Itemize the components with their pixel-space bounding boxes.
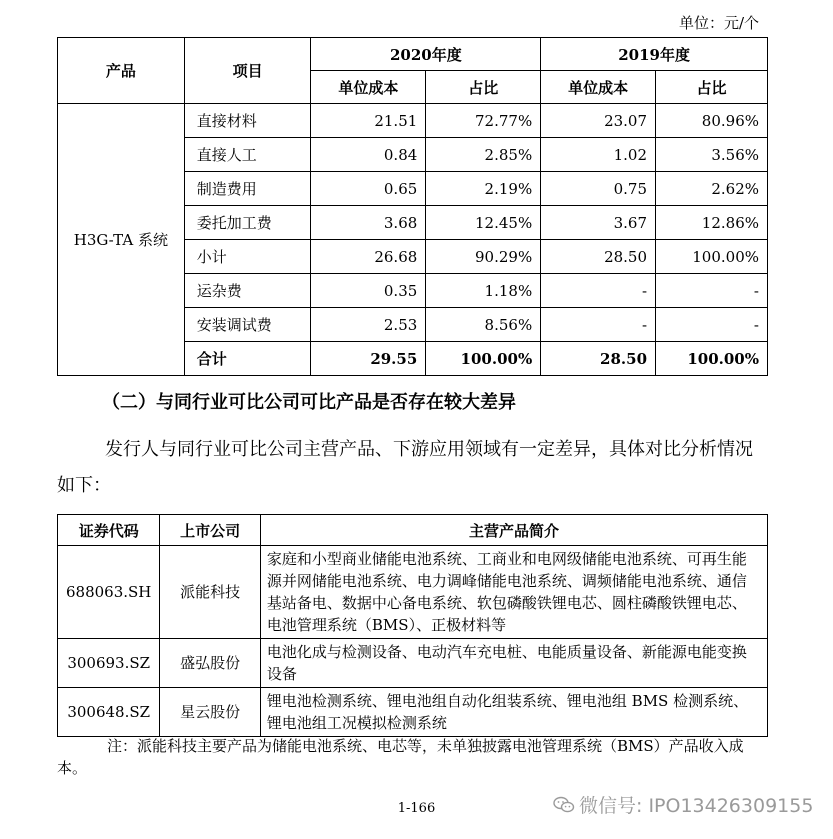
cost-2020: 0.65 — [311, 172, 426, 206]
ratio-2020: 72.77% — [426, 104, 541, 138]
unit-label: 单位：元/个 — [678, 14, 759, 32]
ratio-2020: 90.29% — [426, 240, 541, 274]
header-code: 证券代码 — [58, 515, 160, 546]
watermark-text: 微信号: IPO13426309155 — [579, 795, 814, 817]
item-name: 委托加工费 — [184, 206, 311, 240]
table-row — [58, 546, 768, 639]
product-description: 电池化成与检测设备、电动汽车充电桩、电能质量设备、新能源电能变换设备 — [260, 639, 767, 688]
cost-2019: 23.07 — [541, 104, 656, 138]
cost-2020: 26.68 — [311, 240, 426, 274]
security-code: 688063.SH — [58, 546, 160, 639]
product-name: H3G-TA 系统 — [58, 104, 185, 376]
header-products: 主营产品简介 — [260, 515, 767, 546]
total-cost-2019: 28.50 — [541, 342, 656, 376]
ratio-2019: - — [656, 308, 768, 342]
footnote: 注：派能科技主要产品为储能电池系统、电芯等，未单独披露电池管理系统（BMS）产品收入成本。 — [57, 737, 744, 777]
header-product: 产品 — [58, 38, 185, 104]
product-description: 家庭和小型商业储能电池系统、工商业和电网级储能电池系统、可再生能源并网储能电池系统、电力调峰储能电池系统、调频储能电池系统、通信基站备电、数据中心备电系统、软包磷酸铁锂电芯、圆柱磷酸铁锂电芯、电池管理系统（BMS）、正极材料等 — [260, 546, 767, 639]
comparison-table — [57, 514, 768, 737]
cost-2020: 21.51 — [311, 104, 426, 138]
ratio-2020: 2.85% — [426, 138, 541, 172]
ratio-2020: 12.45% — [426, 206, 541, 240]
wechat-icon — [553, 796, 575, 814]
cost-2020: 0.84 — [311, 138, 426, 172]
table-row — [58, 688, 768, 737]
security-code: 300693.SZ — [58, 639, 160, 688]
unit-cost-table — [57, 37, 768, 376]
table-row — [58, 104, 768, 138]
total-cost-2020: 29.55 — [311, 342, 426, 376]
watermark — [553, 791, 813, 818]
table-row — [58, 639, 768, 688]
header-year-2020: 2020年度 — [311, 38, 541, 71]
ratio-2019: 100.00% — [656, 240, 768, 274]
header-ratio-2019: 占比 — [656, 71, 768, 104]
ratio-2019: 80.96% — [656, 104, 768, 138]
cost-2020: 2.53 — [311, 308, 426, 342]
cost-2020: 0.35 — [311, 274, 426, 308]
ratio-2019: 3.56% — [656, 138, 768, 172]
page-number: 1-166 — [397, 801, 436, 816]
company-name: 派能科技 — [160, 546, 261, 639]
cost-2019: - — [541, 274, 656, 308]
item-name: 直接材料 — [184, 104, 311, 138]
product-description: 锂电池检测系统、锂电池组自动化组装系统、锂电池组 BMS 检测系统、锂电池组工况模拟检测系统 — [260, 688, 767, 737]
item-name: 直接人工 — [184, 138, 311, 172]
header-unit-cost-2020: 单位成本 — [311, 71, 426, 104]
cost-2019: 1.02 — [541, 138, 656, 172]
item-name: 制造费用 — [184, 172, 311, 206]
cost-2020: 3.68 — [311, 206, 426, 240]
header-ratio-2020: 占比 — [426, 71, 541, 104]
ratio-2020: 8.56% — [426, 308, 541, 342]
ratio-2019: 2.62% — [656, 172, 768, 206]
ratio-2020: 2.19% — [426, 172, 541, 206]
total-ratio-2019: 100.00% — [656, 342, 768, 376]
ratio-2019: - — [656, 274, 768, 308]
header-year-2019: 2019年度 — [541, 38, 768, 71]
security-code: 300648.SZ — [58, 688, 160, 737]
ratio-2019: 12.86% — [656, 206, 768, 240]
company-name: 星云股份 — [160, 688, 261, 737]
total-label: 合计 — [184, 342, 311, 376]
cost-2019: - — [541, 308, 656, 342]
item-name: 安装调试费 — [184, 308, 311, 342]
header-company: 上市公司 — [160, 515, 261, 546]
header-item: 项目 — [184, 38, 311, 104]
cost-2019: 0.75 — [541, 172, 656, 206]
cost-2019: 3.67 — [541, 206, 656, 240]
total-ratio-2020: 100.00% — [426, 342, 541, 376]
ratio-2020: 1.18% — [426, 274, 541, 308]
company-name: 盛弘股份 — [160, 639, 261, 688]
item-name: 小计 — [184, 240, 311, 274]
header-unit-cost-2019: 单位成本 — [541, 71, 656, 104]
section-heading: （二）与同行业可比公司可比产品是否存在较大差异 — [102, 392, 516, 413]
body-paragraph: 发行人与同行业可比公司主营产品、下游应用领域有一定差异，具体对比分析情况如下： — [57, 439, 753, 496]
item-name: 运杂费 — [184, 274, 311, 308]
cost-2019: 28.50 — [541, 240, 656, 274]
